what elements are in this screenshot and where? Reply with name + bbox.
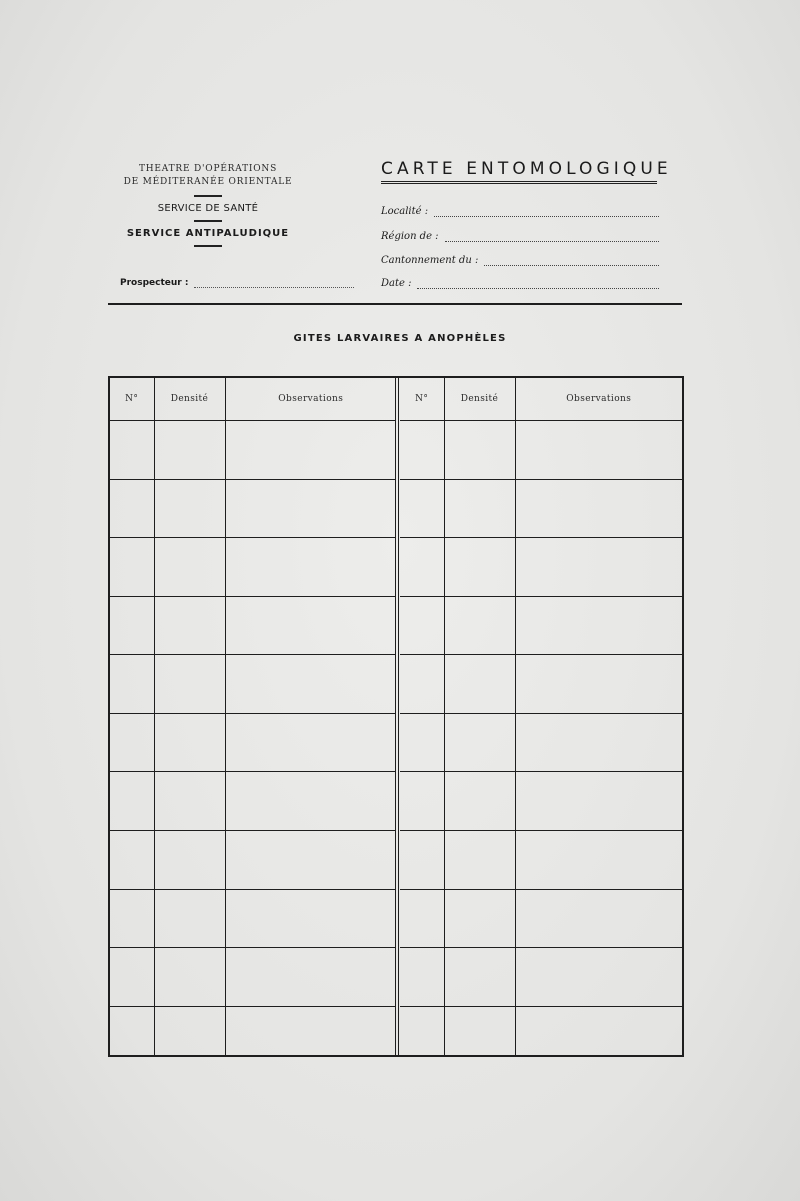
observations-cell[interactable] xyxy=(225,655,396,714)
observations-cell[interactable] xyxy=(515,772,682,831)
table-row xyxy=(110,655,396,714)
table-row xyxy=(400,772,682,831)
number-cell[interactable] xyxy=(400,655,444,714)
col-header-number: N° xyxy=(400,378,444,421)
cantonnement-label: Cantonnement du : xyxy=(381,255,479,266)
observations-cell[interactable] xyxy=(225,421,396,480)
observations-cell[interactable] xyxy=(225,889,396,948)
issuer-line-2: DE MÉDITERANÉE ORIENTALE xyxy=(123,177,293,187)
density-cell[interactable] xyxy=(154,596,225,655)
table-row xyxy=(110,948,396,1007)
table-row xyxy=(400,421,682,480)
table-left-half xyxy=(110,378,396,1055)
number-cell[interactable] xyxy=(400,772,444,831)
number-cell[interactable] xyxy=(400,1006,444,1055)
dotted-fill-line xyxy=(445,233,659,242)
density-cell[interactable] xyxy=(444,772,515,831)
divider-rule xyxy=(194,245,222,247)
observations-cell[interactable] xyxy=(225,948,396,1007)
density-cell[interactable] xyxy=(154,479,225,538)
density-cell[interactable] xyxy=(154,889,225,948)
table-row xyxy=(400,1006,682,1055)
number-cell[interactable] xyxy=(400,713,444,772)
table-row xyxy=(110,889,396,948)
density-cell[interactable] xyxy=(444,596,515,655)
section-title: GITES LARVAIRES A ANOPHÈLES xyxy=(293,333,507,344)
density-cell[interactable] xyxy=(444,889,515,948)
table-row xyxy=(400,479,682,538)
localite-field[interactable] xyxy=(381,206,659,217)
table-right-half xyxy=(400,378,682,1055)
density-cell[interactable] xyxy=(444,830,515,889)
dotted-fill-line xyxy=(484,257,659,266)
table-row xyxy=(110,713,396,772)
density-cell[interactable] xyxy=(154,1006,225,1055)
region-label: Région de : xyxy=(381,231,439,242)
number-cell[interactable] xyxy=(110,772,154,831)
number-cell[interactable] xyxy=(400,538,444,597)
observations-cell[interactable] xyxy=(225,479,396,538)
table-row xyxy=(400,538,682,597)
service-label: SERVICE DE SANTÉ xyxy=(157,203,259,214)
date-label: Date : xyxy=(381,278,412,289)
density-cell[interactable] xyxy=(444,479,515,538)
table-row xyxy=(400,830,682,889)
number-cell[interactable] xyxy=(400,948,444,1007)
number-cell[interactable] xyxy=(110,830,154,889)
number-cell[interactable] xyxy=(400,479,444,538)
divider-rule xyxy=(194,195,222,197)
density-cell[interactable] xyxy=(154,772,225,831)
table-right xyxy=(400,378,682,1055)
number-cell[interactable] xyxy=(110,948,154,1007)
observations-cell[interactable] xyxy=(515,1006,682,1055)
table-row xyxy=(400,889,682,948)
observations-cell[interactable] xyxy=(225,1006,396,1055)
density-cell[interactable] xyxy=(444,713,515,772)
title-double-rule xyxy=(381,181,657,184)
center-double-divider xyxy=(395,378,399,1055)
card-title: CARTE ENTOMOLOGIQUE xyxy=(381,159,672,179)
observations-cell[interactable] xyxy=(515,889,682,948)
observations-cell[interactable] xyxy=(225,596,396,655)
observations-cell[interactable] xyxy=(515,830,682,889)
number-cell[interactable] xyxy=(400,421,444,480)
density-cell[interactable] xyxy=(154,421,225,480)
number-cell[interactable] xyxy=(400,596,444,655)
prospecteur-label: Prospecteur : xyxy=(120,278,189,288)
number-cell[interactable] xyxy=(400,830,444,889)
observations-cell[interactable] xyxy=(225,713,396,772)
number-cell[interactable] xyxy=(110,479,154,538)
col-header-density: Densité xyxy=(154,378,225,421)
table-row xyxy=(110,830,396,889)
col-header-number: N° xyxy=(110,378,154,421)
density-cell[interactable] xyxy=(444,421,515,480)
observations-cell[interactable] xyxy=(515,948,682,1007)
density-cell[interactable] xyxy=(444,948,515,1007)
table-header-row xyxy=(400,378,682,421)
density-cell[interactable] xyxy=(154,830,225,889)
density-cell[interactable] xyxy=(154,948,225,1007)
table-row xyxy=(400,713,682,772)
header-separator xyxy=(108,303,682,305)
density-cell[interactable] xyxy=(444,1006,515,1055)
region-field[interactable] xyxy=(381,231,659,242)
service-antipaludique-label: SERVICE ANTIPALUDIQUE xyxy=(126,228,290,239)
number-cell[interactable] xyxy=(110,596,154,655)
issuer-line-1: THEATRE D'OPÉRATIONS xyxy=(138,164,278,174)
col-header-observations: Observations xyxy=(515,378,682,421)
card-title-block xyxy=(381,158,672,184)
number-cell[interactable] xyxy=(110,1006,154,1055)
number-cell[interactable] xyxy=(110,421,154,480)
table-row xyxy=(400,655,682,714)
observations-cell[interactable] xyxy=(225,538,396,597)
observations-cell[interactable] xyxy=(515,538,682,597)
number-cell[interactable] xyxy=(110,889,154,948)
col-header-density: Densité xyxy=(444,378,515,421)
larvae-sites-table xyxy=(108,376,684,1057)
observations-cell[interactable] xyxy=(515,655,682,714)
table-row xyxy=(110,479,396,538)
number-cell[interactable] xyxy=(110,538,154,597)
table-row xyxy=(400,948,682,1007)
table-row xyxy=(110,1006,396,1055)
col-header-observations: Observations xyxy=(225,378,396,421)
observations-cell[interactable] xyxy=(225,772,396,831)
table-header-row xyxy=(110,378,396,421)
number-cell[interactable] xyxy=(110,713,154,772)
observations-cell[interactable] xyxy=(515,421,682,480)
divider-rule xyxy=(194,220,222,222)
number-cell[interactable] xyxy=(110,655,154,714)
density-cell[interactable] xyxy=(154,655,225,714)
table-left xyxy=(110,378,396,1055)
localite-label: Localité : xyxy=(381,206,429,217)
dotted-fill-line xyxy=(434,208,659,217)
dotted-fill-line xyxy=(417,280,659,289)
prospecteur-field[interactable] xyxy=(120,278,354,288)
observations-cell[interactable] xyxy=(515,596,682,655)
density-cell[interactable] xyxy=(444,655,515,714)
table-row xyxy=(110,538,396,597)
table-row xyxy=(110,596,396,655)
observations-cell[interactable] xyxy=(225,830,396,889)
density-cell[interactable] xyxy=(444,538,515,597)
cantonnement-field[interactable] xyxy=(381,255,659,266)
table-row xyxy=(400,596,682,655)
table-row xyxy=(110,421,396,480)
observations-cell[interactable] xyxy=(515,479,682,538)
table-row xyxy=(110,772,396,831)
number-cell[interactable] xyxy=(400,889,444,948)
issuer-block xyxy=(108,163,308,253)
observations-cell[interactable] xyxy=(515,713,682,772)
density-cell[interactable] xyxy=(154,713,225,772)
dotted-fill-line xyxy=(194,279,354,288)
density-cell[interactable] xyxy=(154,538,225,597)
date-field[interactable] xyxy=(381,278,659,289)
